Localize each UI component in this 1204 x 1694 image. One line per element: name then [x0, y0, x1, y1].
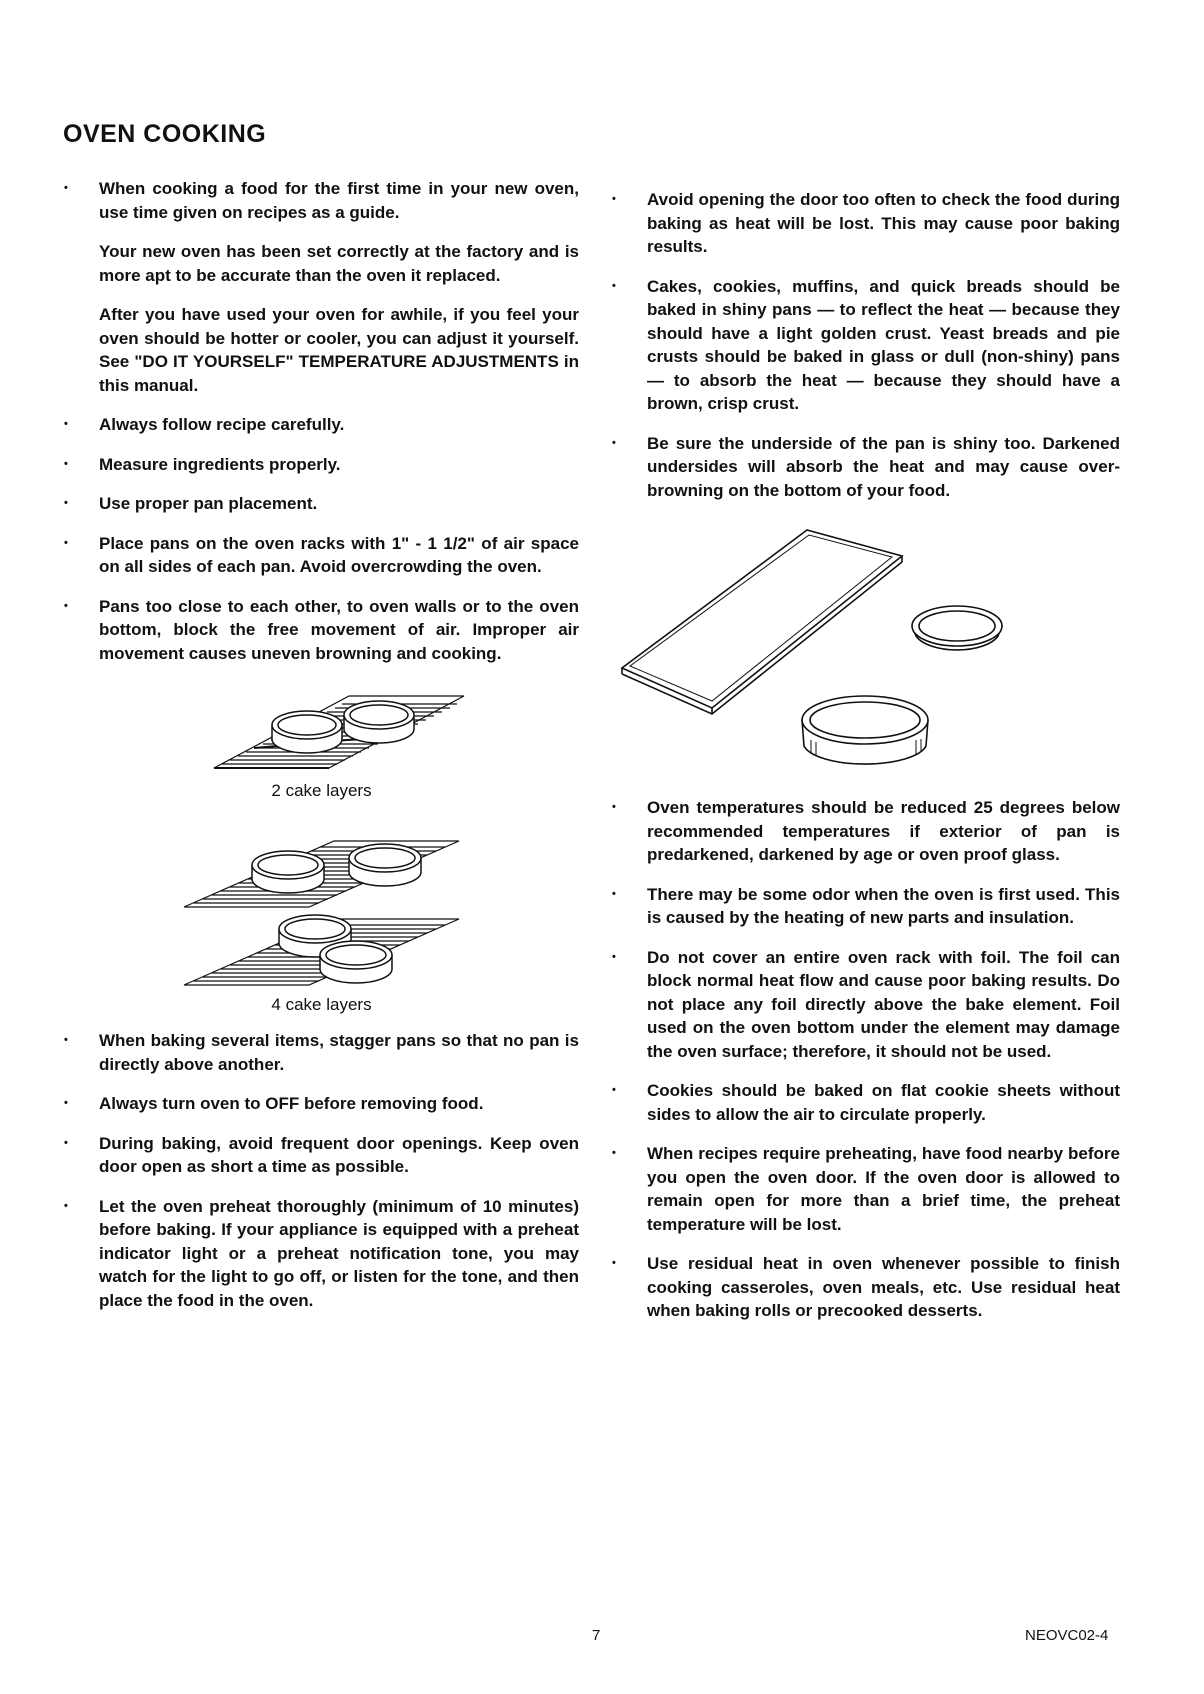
rack-with-two-pans-illustration — [64, 693, 579, 777]
tip-preheat: • Let the oven preheat thoroughly (minimum of 10 minutes) before baking. If your appliance is equipped with a preheat indicator light or a preheat notification tone, you may watch for the light to go off, or listen for the tone, and then place the food in the oven. — [64, 1195, 579, 1313]
tip-avoid-door-openings: • During baking, avoid frequent door openings. Keep oven door open as short a time as possible. — [64, 1132, 579, 1179]
factory-calibration-note: Your new oven has been set correctly at the factory and is more apt to be accurate than the oven it replaced. — [99, 242, 579, 285]
temperature-adjust-note: After you have used your oven for awhile, if you feel your oven should be hotter or cooler, you can adjust it yourself. See "DO IT YOURSELF" TEMPERATURE ADJUSTMENTS in this manual. — [99, 305, 579, 395]
left-column — [64, 177, 579, 1328]
tip-no-foil: • Do not cover an entire oven rack with foil. The foil can block normal heat flow and cause poor baking results. Do not place any foil directly above the bake element. Foil used on the oven bottom under the element may damage the oven surface; therefore, it should not be used. — [612, 946, 1120, 1064]
two-racks-with-staggered-pans-illustration — [64, 837, 579, 989]
tip-preheat-food-nearby: • When recipes require preheating, have food nearby before you open the oven door. If the oven door is allowed to remain open for more than a brief time, the preheat temperature will be lost. — [612, 1142, 1120, 1236]
tip-shiny-underside: • Be sure the underside of the pan is shiny too. Darkened undersides will absorb the heat and may cause over-browning on the bottom of your food. — [612, 432, 1120, 503]
tip-shiny-vs-dull-pans: • Cakes, cookies, muffins, and quick breads should be baked in shiny pans — to reflect the heat — because they should have a light golden crust. Yeast breads and pie crusts should be baked in glass or dull (non-shiny) pans — to absorb the heat — because they should have a brown, crisp crust. — [612, 275, 1120, 416]
figure-2-cake-layers — [64, 693, 579, 805]
tip-residual-heat: • Use residual heat in oven whenever possible to finish cooking casseroles, oven meals, etc. Use residual heat when baking rolls or precooked desserts. — [612, 1252, 1120, 1323]
tip-flat-cookie-sheets: • Cookies should be baked on flat cookie sheets without sides to allow the air to circulate properly. — [612, 1079, 1120, 1126]
tip-air-movement: • Pans too close to each other, to oven walls or to the oven bottom, block the free movement of air. Improper air movement causes uneven browning and cooking. — [64, 595, 579, 666]
tip-stagger-pans: • When baking several items, stagger pans so that no pan is directly above another. — [64, 1029, 579, 1076]
figure-pans — [612, 518, 1120, 796]
caption-4-cake-layers: 4 cake layers — [271, 995, 372, 1014]
right-column — [612, 188, 1120, 1339]
caption-2-cake-layers: 2 cake layers — [271, 781, 372, 800]
tip-turn-off-oven: • Always turn oven to OFF before removing food. — [64, 1092, 579, 1116]
tip-air-space: • Place pans on the oven racks with 1" - 1 1/2" of air space on all sides of each pan. Avoid overcrowding the oven. — [64, 532, 579, 579]
page-title: OVEN COOKING — [63, 120, 267, 148]
document-code: NEOVC02-4 — [1025, 1627, 1109, 1644]
tip-measure-ingredients: • Measure ingredients properly. — [64, 453, 579, 477]
cookie-sheet-and-round-pans-illustration — [612, 518, 1120, 788]
tip-first-use-odor: • There may be some odor when the oven is first used. This is caused by the heating of new parts and insulation. — [612, 883, 1120, 930]
figure-4-cake-layers — [64, 837, 579, 1017]
tip-follow-recipe: • Always follow recipe carefully. — [64, 413, 579, 437]
tip-door-opening: • Avoid opening the door too often to check the food during baking as heat will be lost. This may cause poor baking results. — [612, 188, 1120, 259]
tip-pan-placement: • Use proper pan placement. — [64, 492, 579, 516]
page-number: 7 — [592, 1627, 601, 1644]
tip-first-time: • When cooking a food for the first time in your new oven, use time given on recipes as a guide. — [64, 177, 579, 224]
tip-reduce-temperature: • Oven temperatures should be reduced 25 degrees below recommended temperatures if exterior of pan is predarkened, darkened by age or oven proof glass. — [612, 796, 1120, 867]
